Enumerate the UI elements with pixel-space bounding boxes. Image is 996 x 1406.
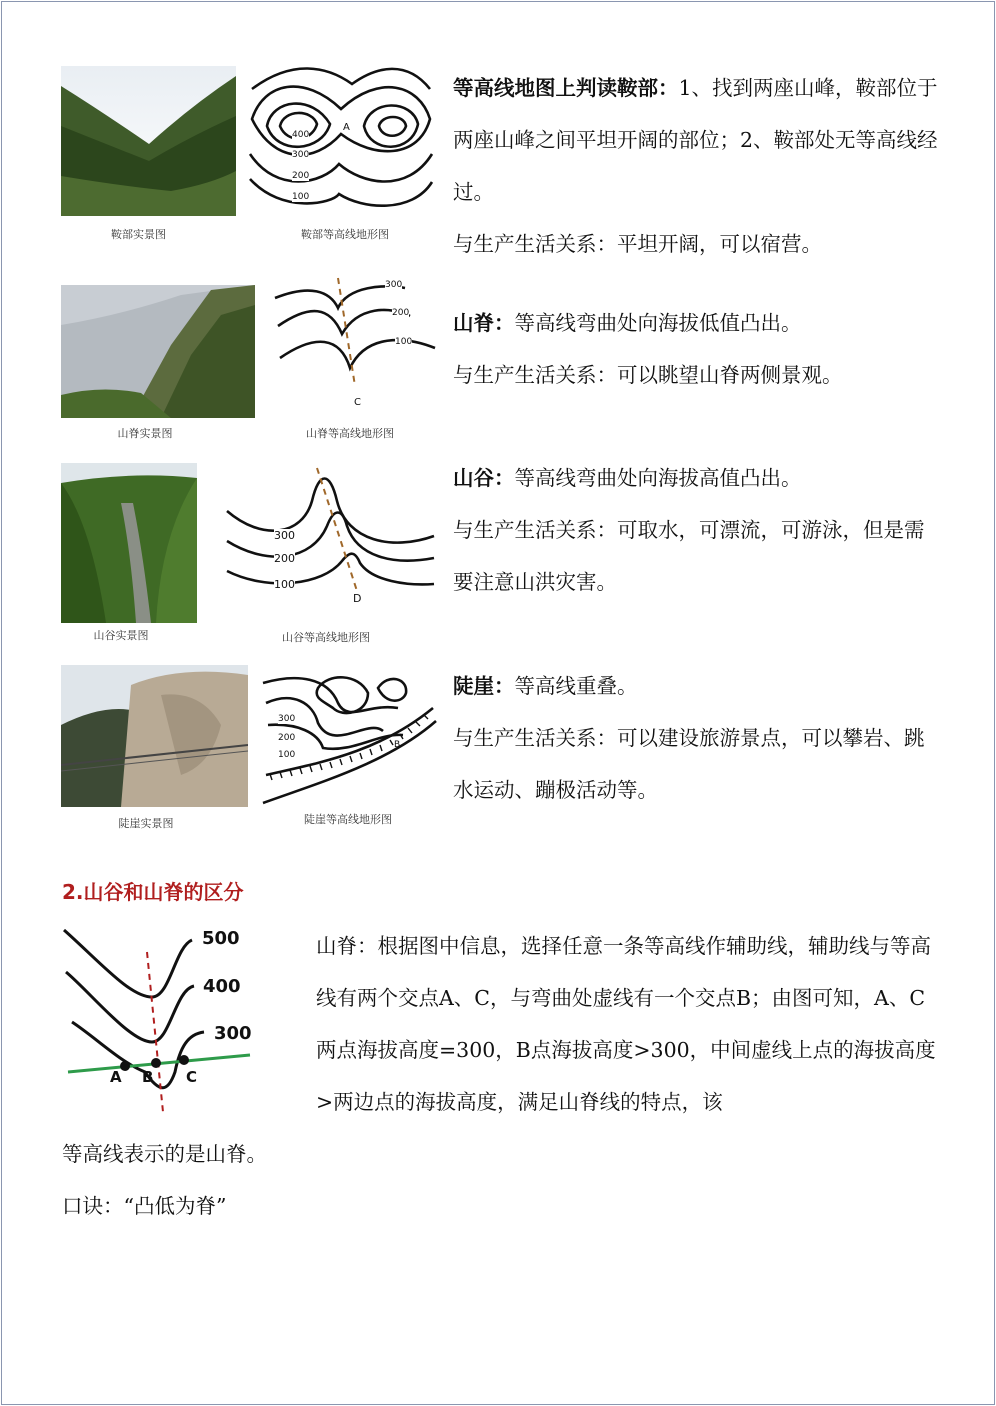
photo-caption: 陡崖实景图 <box>118 817 174 830</box>
contour-label: 200 <box>278 733 296 743</box>
relation: 与生产生活关系：可以眺望山脊两侧景观。 <box>453 363 843 387</box>
map-caption: 鞍部等高线地形图 <box>301 228 389 241</box>
map-caption: 陡崖等高线地形图 <box>304 813 392 826</box>
valley-photo <box>61 463 197 623</box>
contour-label: 100 <box>395 337 413 347</box>
contour-label: 300 <box>278 714 296 724</box>
point-label: A <box>110 1068 122 1086</box>
description: 等高线弯曲处向海拔高值凸出。 <box>514 466 802 490</box>
point-label: A <box>343 122 350 133</box>
contour-label: 200 <box>392 308 410 318</box>
ridge-contour-map <box>270 276 440 416</box>
ridge-photo <box>61 285 255 418</box>
point-label: B <box>142 1068 154 1086</box>
term: 山脊： <box>453 311 515 335</box>
contour-label: 300 <box>214 1023 252 1044</box>
saddle-contour-map <box>242 64 436 220</box>
description: 等高线弯曲处向海拔低值凸出。 <box>514 311 802 335</box>
term: 山谷： <box>453 466 515 490</box>
map-caption: 山脊等高线地形图 <box>306 427 394 440</box>
contour-label: 400 <box>203 976 241 997</box>
contour-label: 100 <box>278 750 296 760</box>
term: 陡崖： <box>453 674 515 698</box>
section-heading: 2.山谷和山脊的区分 <box>62 880 244 904</box>
saddle-text <box>453 62 938 270</box>
cliff-photo <box>61 665 248 807</box>
point-label: B <box>394 740 401 750</box>
contour-label: 100 <box>274 578 295 591</box>
ridge-explanation-end: 等高线表示的是山脊。 <box>62 1142 267 1166</box>
contour-label: 300 <box>385 280 403 290</box>
relation: 与生产生活关系：可以建设旅游景点，可以攀岩、跳水运动、蹦极活动等。 <box>453 726 925 802</box>
term: 等高线地图上判读鞍部： <box>453 76 679 100</box>
description: 等高线重叠。 <box>514 674 638 698</box>
mnemonic: 口诀：“凸低为脊” <box>62 1194 227 1218</box>
point-label: C <box>186 1068 198 1086</box>
ridge-diagram <box>60 922 310 1118</box>
cliff-text <box>453 660 938 816</box>
contour-label: 400 <box>292 130 310 140</box>
saddle-photo <box>61 66 236 216</box>
contour-label: 100 <box>292 192 310 202</box>
contour-label: 300 <box>292 150 310 160</box>
contour-label: 500 <box>202 928 240 949</box>
relation: 与生产生活关系：可取水，可漂流，可游泳，但是需要注意山洪灾害。 <box>453 518 925 594</box>
relation: 与生产生活关系：平坦开阔，可以宿营。 <box>453 232 822 256</box>
photo-caption: 山脊实景图 <box>117 427 173 440</box>
valley-text <box>453 452 938 608</box>
contour-label: 300 <box>274 529 295 542</box>
valley-contour-map <box>222 466 440 614</box>
contour-label: 200 <box>292 171 310 181</box>
ridge-text <box>453 297 938 401</box>
point-label: D <box>353 592 362 605</box>
photo-caption: 鞍部实景图 <box>111 228 166 241</box>
description: 1、找到两座山峰，鞍部位于两座山峰之间平坦开阔的部位；2、鞍部处无等高线经过。 <box>453 76 938 204</box>
map-caption: 山谷等高线地形图 <box>282 631 370 644</box>
contour-label: 200 <box>274 552 295 565</box>
cliff-contour-map <box>258 663 438 808</box>
ridge-explanation: 山脊：根据图中信息，选择任意一条等高线作辅助线，辅助线与等高线有两个交点A、C，与弯曲处虚线有一个交点B；由图可知，A、C两点海拔高度=300，B点海拔高度>300，中间虚线上点的海拔高度>两边点的海拔高度，满足山脊线的特点，该 <box>316 934 936 1114</box>
point-label: C <box>354 397 361 408</box>
photo-caption: 山谷实景图 <box>93 629 149 642</box>
